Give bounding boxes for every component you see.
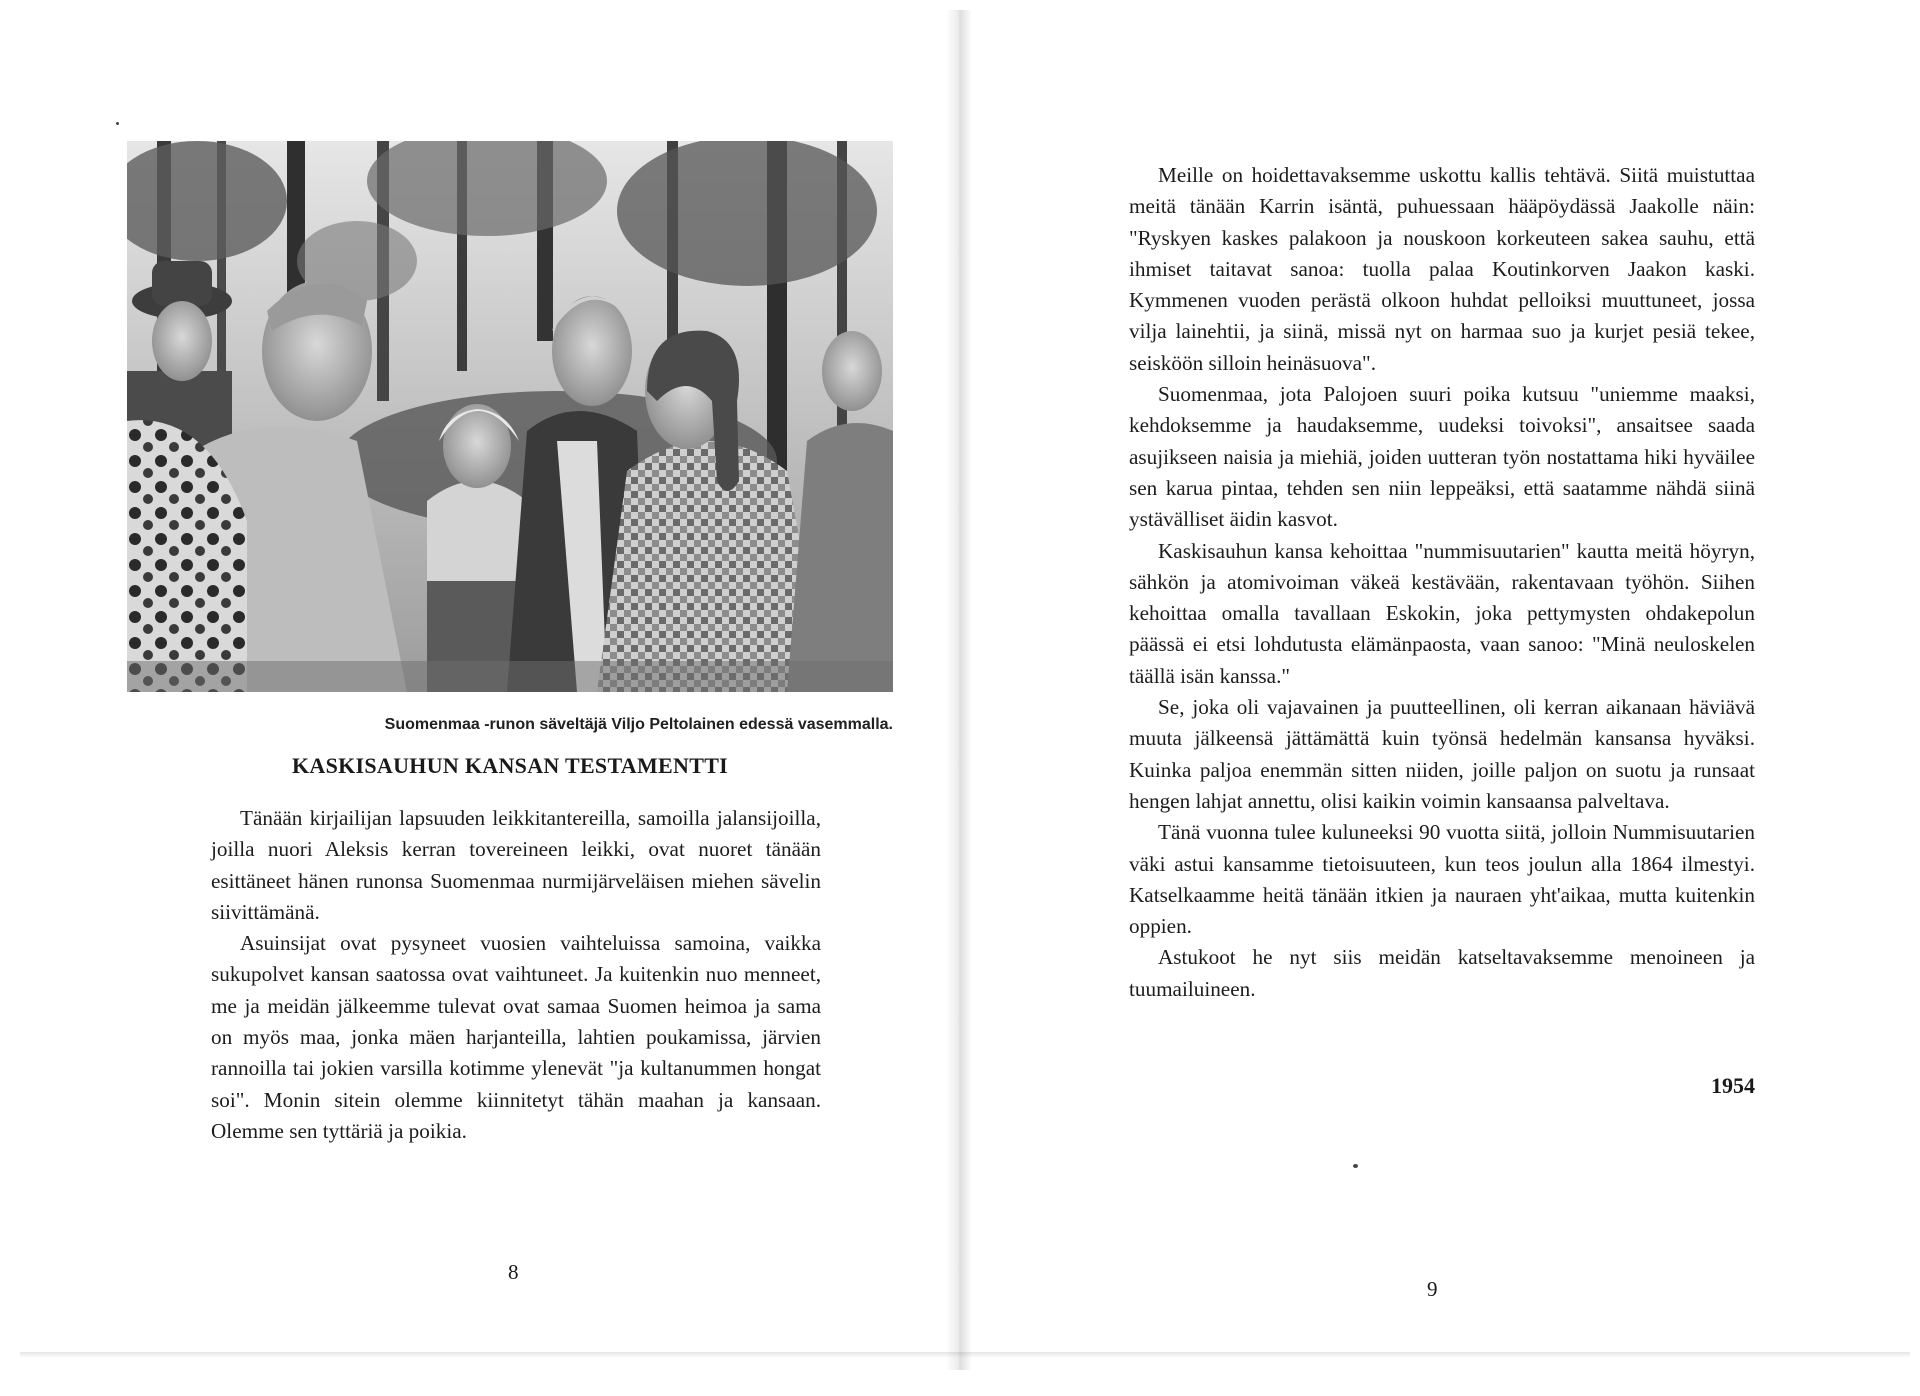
paragraph: Tänä vuonna tulee kuluneeksi 90 vuotta siitä, jolloin Nummisuutarien väki astui kansamme tietoisuuteen, kun teos joulun alla 1864 ilmestyi. Katselkaamme heitä tänään itkien ja nauraen yht'aikaa, mutta kuitenkin oppien.: [1129, 820, 1755, 939]
left-page-body: [211, 803, 821, 1147]
print-speck: [1353, 1164, 1358, 1168]
page-number: 9: [1427, 1277, 1438, 1301]
paragraph: Suomenmaa, jota Palojoen suuri poika kutsuu "uniemme maaksi, kehdoksemme ja haudaksemme, uudeksi toivoksi", ansaitsee saada asujikseen naisia ja miehiä, joiden uutteran työn nostattama hiki hyväilee sen karua pintaa, tehden sen niin leppeäksi, että saatamme nähdä siinä ystävälliset äidin kasvot.: [1129, 382, 1755, 532]
paragraph: Tänään kirjailijan lapsuuden leikkitantereilla, samoilla jalansijoilla, joilla nuori Aleksis kerran tovereineen leikki, ovat nuoret tänään esittäneet hänen runonsa Suomenmaa nurmijärveläisen miehen sävelin siivittämänä.: [211, 806, 821, 924]
photo-caption: Suomenmaa -runon säveltäjä Viljo Peltolainen edessä vasemmalla.: [384, 716, 893, 733]
year-signature: 1954: [1711, 1073, 1755, 1098]
right-page-body: [1129, 160, 1755, 1005]
paragraph: Se, joka oli vajavainen ja puutteellinen, oli kerran aikanaan häviävä muuta jälkeensä jättämättä kuin työnsä hedelmän kansansa hyväksi. Kuinka paljoa enemmän sitten niiden, joille paljon on suotu ja runsaat hengen lahjat annettu, olisi kaikin voimin kansaansa palveltava.: [1129, 695, 1755, 813]
left-page: [0, 0, 950, 1396]
print-speck: [116, 122, 119, 125]
paragraph: Meille on hoidettavaksemme uskottu kallis tehtävä. Siitä muistuttaa meitä tänään Karrin isäntä, puhuessaan hääpöydässä Jaakolle näin: "Ryskyen kaskes palakoon ja nouskoon korkeuteen sakea sauhu, että ihmiset taitavat sanoa: tuolla palaa Koutinkorven Jaakon kaski. Kymmenen vuoden perästä olkoon huhdat pelloiksi muuttuneet, jossa vilja lainehtii, ja siinä, missä nyt on harmaa suo ja kurjet pesiä tekee, seisköön silloin heinäsuova".: [1129, 163, 1755, 375]
paragraph: Astukoot he nyt siis meidän katseltavaksemme menoineen ja tuumailuineen.: [1129, 945, 1755, 1001]
paragraph: Asuinsijat ovat pysyneet vuosien vaihteluissa samoina, vaikka sukupolvet kansan saatossa ovat vaihtuneet. Ja kuitenkin nuo menneet, me ja meidän jälkeemme tulevat ovat samaa Suomen heimoa ja sama on myös maa, jonka mäen harjanteilla, lahtien poukamissa, järvien rannoilla tai jokien varsilla kotimme ylenevät "ja kultanummen hongat soi". Monin sitein olemme kiinnitetyt tähän maahan ja kansaan. Olemme sen tyttäriä ja poikia.: [211, 931, 821, 1143]
page-number: 8: [508, 1260, 519, 1284]
chapter-heading: KASKISAUHUN KANSAN TESTAMENTTI: [291, 753, 729, 778]
paragraph: Kaskisauhun kansa kehoittaa "nummisuutarien" kautta meitä höyryn, sähkön ja atomivoiman väkeä kestävään, rakentavaan työhön. Siihen kehoittaa omalla tavallaan Eskokin, joka pettymysten ohdakepolun päässä ei etsi lohdutusta elämänpaostа, vaan sanoo: "Minä neuloskelen täällä isän kanssa.": [1129, 538, 1755, 688]
photograph-crowd-in-forest: [127, 141, 893, 692]
